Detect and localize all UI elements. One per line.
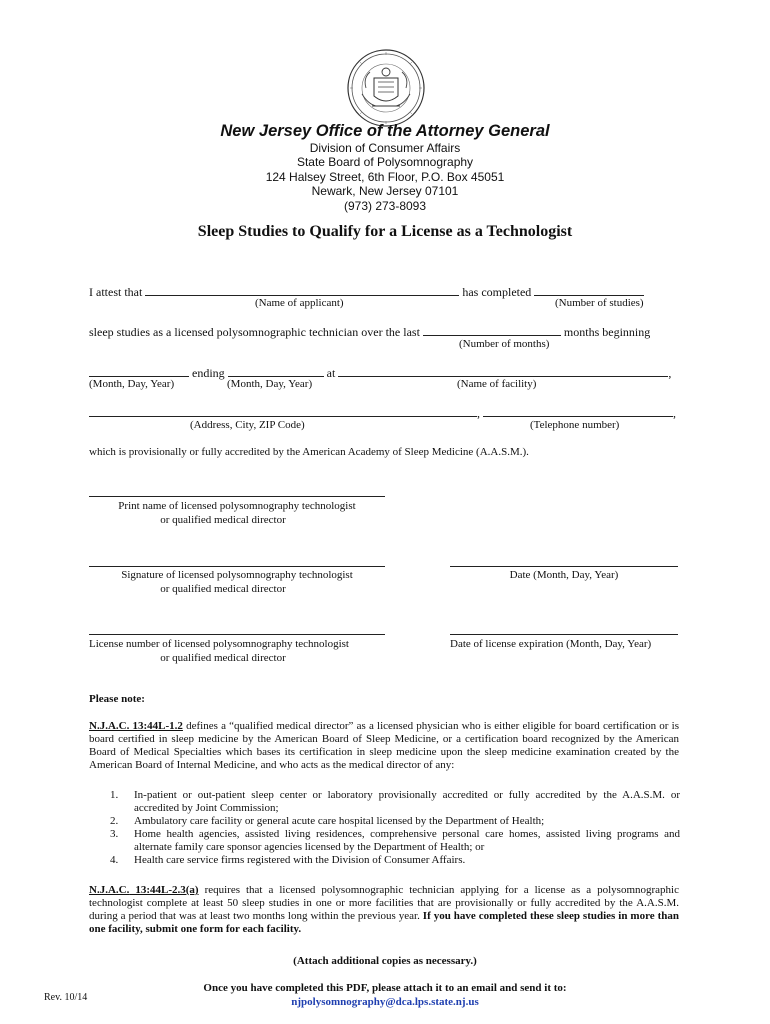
license-number-label: License number of licensed polysomnography technologist	[89, 638, 349, 650]
njac-citation-2-section: 13:44L-2.3(a)	[129, 884, 199, 896]
requirement-text: requires that a licensed polysomnographic technician applying for a license as a polysomnographic technologist complete at least 50 sleep studies in one or more facilities that are provisionally or fully accredited by the A.A.S.M. during a period that was at least two months long within the previous year.	[89, 884, 679, 922]
njac-citation-2: N.J.A.C.	[89, 884, 130, 896]
facility-list	[110, 789, 680, 867]
list-item	[110, 789, 680, 815]
license-number-label-2: or qualified medical director	[160, 652, 286, 664]
state-seal-icon	[346, 48, 426, 128]
applicant-name-field[interactable]	[145, 284, 459, 296]
date-label: Date (Month, Day, Year)	[509, 569, 619, 581]
list-text: Ambulatory care facility or general acute care hospital licensed by the Department of Health;	[134, 815, 545, 827]
njac-citation-1: N.J.A.C. 13:44L-1.2	[89, 720, 183, 732]
board-line: State Board of Polysomnography	[296, 155, 474, 169]
license-expiration-label: Date of license expiration (Month, Day, Year)	[450, 638, 652, 650]
license-expiration-field[interactable]	[450, 634, 678, 635]
accredited-statement: which is provisionally or fully accredited by the American Academy of Sleep Medicine (A.A.S.M.).	[89, 446, 529, 458]
start-date-caption: (Month, Day, Year)	[89, 378, 175, 390]
one-form-per-facility: If you have completed these sleep studies in more than one facility, submit one form for each facility.	[89, 910, 680, 935]
signature-label: Signature of licensed polysomnography technologist	[121, 569, 353, 581]
date-field[interactable]	[450, 566, 678, 567]
list-item	[110, 828, 680, 854]
note-heading: Please note:	[89, 693, 145, 705]
phone-caption: (Telephone number)	[530, 419, 620, 431]
has-completed-text: has completed	[462, 285, 532, 299]
months-beginning-text: months beginning	[563, 325, 651, 339]
license-number-field[interactable]	[89, 634, 385, 635]
ending-text: ending	[192, 366, 225, 380]
end-date-field[interactable]	[228, 365, 324, 377]
revision-label: Rev. 10/14	[44, 992, 88, 1003]
studies-caption: (Number of studies)	[555, 297, 644, 309]
number-of-months-field[interactable]	[423, 324, 561, 336]
address-line: 124 Halsey Street, 6th Floor, P.O. Box 45051	[265, 170, 505, 184]
signature-label-2: or qualified medical director	[160, 583, 286, 595]
attest-prefix: I attest that	[89, 285, 143, 299]
submission-email-link[interactable]: njpolysomnography@dca.lps.state.nj.us	[291, 996, 479, 1008]
attach-copies-note: (Attach additional copies as necessary.)	[293, 955, 477, 967]
list-text: Health care service firms registered with the Division of Consumer Affairs.	[134, 854, 466, 866]
facility-phone-field[interactable]	[483, 405, 673, 417]
list-number: 1.	[110, 789, 119, 801]
at-text: at	[326, 366, 336, 380]
form-title: Sleep Studies to Qualify for a License as a Technologist	[197, 223, 573, 240]
qualified-director-text: defines a “qualified medical director” as a licensed physician who is either eligible for board certification or is board certified in sleep medicine by the American Board of Sleep Medicine, or a certification board recognized by the American Board of Medical Specialties which bases its certification in sleep medicine upon the sleep medicine examination created by the American Board of Internal Medicine, and who acts as the medical director of any:	[89, 720, 679, 771]
qualified-director-paragraph	[89, 720, 679, 772]
org-title: New Jersey Office of the Attorney General	[220, 122, 550, 140]
division-line: Division of Consumer Affairs	[309, 141, 461, 155]
signature-field[interactable]	[89, 566, 385, 567]
facility-caption: (Name of facility)	[457, 378, 537, 390]
list-number: 4.	[110, 854, 119, 866]
phone-line: (973) 273-8093	[343, 199, 427, 213]
print-name-label: Print name of licensed polysomnography technologist	[118, 500, 356, 512]
facility-name-field[interactable]	[338, 365, 668, 377]
print-name-field[interactable]	[89, 496, 385, 497]
applicant-caption: (Name of applicant)	[255, 297, 344, 309]
list-item	[110, 815, 680, 828]
list-text: In-patient or out-patient sleep center or laboratory provisionally accredited or fully accredited by the A.A.S.M. or accredited by Joint Commission;	[134, 789, 680, 814]
print-name-label-2: or qualified medical director	[160, 514, 286, 526]
requirement-paragraph	[89, 884, 679, 936]
send-instructions: Once you have completed this PDF, please attach it to an email and send it to:	[203, 982, 567, 994]
list-number: 3.	[110, 828, 119, 840]
sleep-studies-text: sleep studies as a licensed polysomnographic technician over the last	[89, 325, 420, 339]
address-caption: (Address, City, ZIP Code)	[190, 419, 305, 431]
start-date-field[interactable]	[89, 365, 189, 377]
list-item	[110, 854, 680, 867]
list-text: Home health agencies, assisted living residences, comprehensive personal care homes, assisted living programs and alternate family care sponsor agencies licensed by the Department of Health; or	[134, 828, 680, 853]
months-caption: (Number of months)	[459, 338, 550, 350]
number-of-studies-field[interactable]	[534, 284, 644, 296]
end-date-caption: (Month, Day, Year)	[227, 378, 313, 390]
facility-address-field[interactable]	[89, 405, 477, 417]
list-number: 2.	[110, 815, 119, 827]
city-line: Newark, New Jersey 07101	[311, 184, 459, 198]
